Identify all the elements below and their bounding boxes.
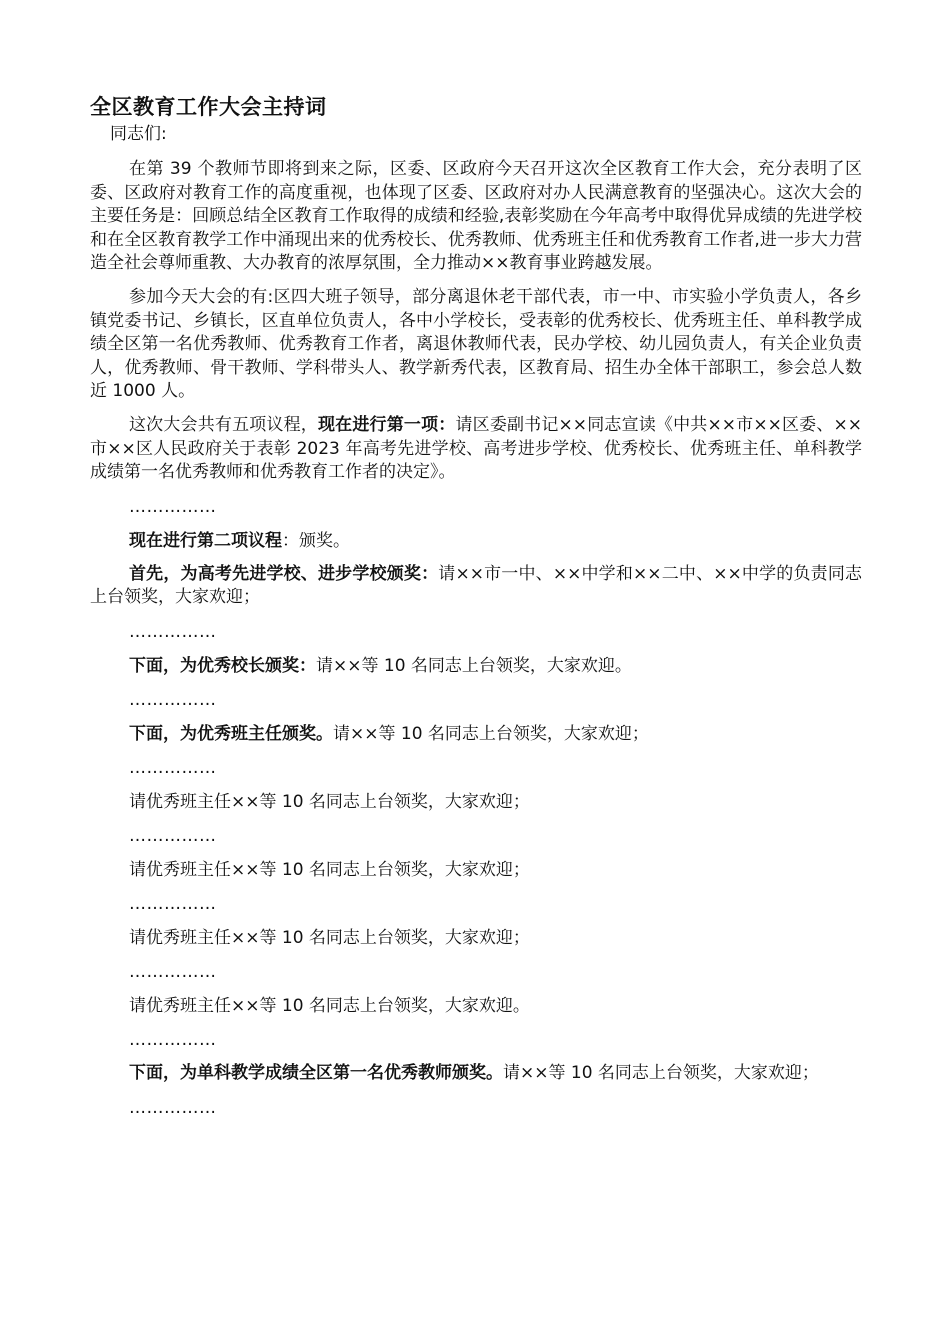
paragraph-award-batch: 请优秀班主任××等 10 名同志上台领奖，大家欢迎。 <box>129 995 530 1016</box>
award-text: 请××等 10 名同志上台领奖，大家欢迎。 <box>316 655 632 676</box>
paragraph-award-head-teachers <box>90 722 862 746</box>
ellipsis-separator: …………… <box>129 621 217 642</box>
award-heading: 下面，为单科教学成绩全区第一名优秀教师颁奖。 <box>129 1062 503 1083</box>
salutation: 同志们: <box>110 124 167 144</box>
ellipsis-separator: …………… <box>129 1097 217 1118</box>
paragraph-award-schools <box>90 563 862 610</box>
agenda-text: ：颁奖。 <box>282 530 350 551</box>
award-text: 请××等 10 名同志上台领奖，大家欢迎； <box>333 723 649 744</box>
document-body <box>90 92 862 1130</box>
paragraph-award-batch: 请优秀班主任××等 10 名同志上台领奖，大家欢迎； <box>129 927 530 948</box>
agenda-bold: 现在进行第二项议程 <box>129 530 282 551</box>
ellipsis-separator: …………… <box>129 825 217 846</box>
paragraph-attendees: 参加今天大会的有:区四大班子领导，部分离退休老干部代表，市一中、市实验小学负责人，各乡镇党委书记、乡镇长，区直单位负责人，各中小学校长，受表彰的优秀校长、优秀班主任、单科教学成绩全区第一名优秀教师、优秀教育工作者，离退休教师代表，民办学校、幼儿园负责人，有关企业负责人，优秀教师、骨干教师、学科带头人、教学新秀代表，区教育局、招生办全体干部职工，参会总人数近 1000 人。 <box>90 286 862 402</box>
award-text: 请××等 10 名同志上台领奖，大家欢迎； <box>503 1062 819 1083</box>
paragraph-award-principals <box>90 654 862 678</box>
paragraph-intro: 在第 39 个教师节即将到来之际，区委、区政府今天召开这次全区教育工作大会，充分表明了区委、区政府对教育工作的高度重视，也体现了区委、区政府对办人民满意教育的坚强决心。这次大会的主要任务是：回顾总结全区教育工作取得的成绩和经验,表彰奖励在今年高考中取得优异成绩的先进学校和在全区教育教学工作中涌现出来的优秀校长、优秀教师、优秀班主任和优秀教育工作者,进一步大力营造全社会尊师重教、大办教育的浓厚氛围，全力推动××教育事业跨越发展。 <box>90 159 862 274</box>
paragraph-agenda-item-1 <box>90 414 862 485</box>
page-title: 全区教育工作大会主持词 <box>90 95 327 119</box>
award-text: 请××市一中、××中学和××二中、××中学的负责同志上台领奖，大家欢迎； <box>90 563 863 608</box>
ellipsis-separator: …………… <box>129 893 217 914</box>
agenda-bold: 现在进行第一项： <box>318 414 456 435</box>
ellipsis-separator: …………… <box>129 1029 217 1050</box>
ellipsis-separator: …………… <box>129 689 217 710</box>
agenda-text: 请区委副书记××同志宣读《中共××市××区委、××市××区人民政府关于表彰 2023 年高考先进学校、高考进步学校、优秀校长、优秀班主任、单科教学成绩第一名优秀教师和优秀教育工作者的决定》。 <box>90 414 863 483</box>
award-heading: 下面，为优秀班主任颁奖。 <box>129 723 333 744</box>
ellipsis-separator: …………… <box>129 496 217 517</box>
award-heading: 下面，为优秀校长颁奖： <box>129 655 316 676</box>
paragraph-agenda-item-2 <box>90 529 862 553</box>
award-heading: 首先，为高考先进学校、进步学校颁奖： <box>129 563 439 584</box>
paragraph-award-batch: 请优秀班主任××等 10 名同志上台领奖，大家欢迎； <box>129 791 530 812</box>
agenda-text: 这次大会共有五项议程， <box>129 414 318 435</box>
ellipsis-separator: …………… <box>129 757 217 778</box>
paragraph-award-teachers <box>90 1062 862 1086</box>
paragraph-award-batch: 请优秀班主任××等 10 名同志上台领奖，大家欢迎； <box>129 859 530 880</box>
ellipsis-separator: …………… <box>129 961 217 982</box>
